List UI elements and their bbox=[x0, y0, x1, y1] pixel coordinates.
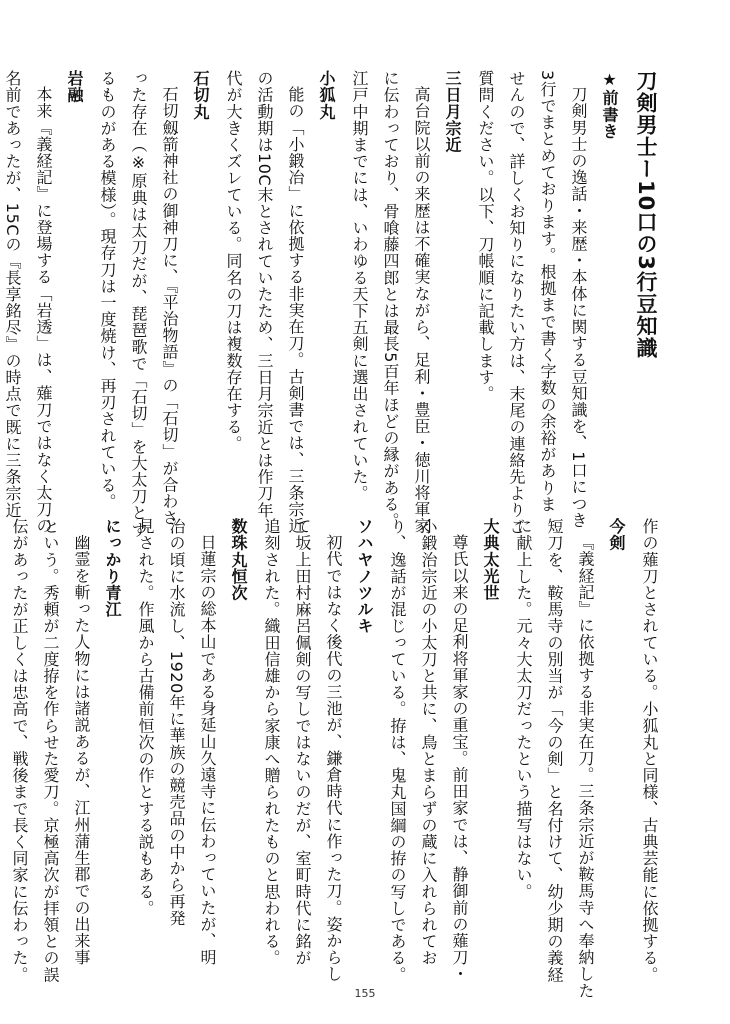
text-column: 小鍛治宗近の小太刀と共に、鳥とまらずの蔵に入れられてお bbox=[419, 518, 438, 967]
text-column: 質問ください。以下、刀帳順に記載します。 bbox=[476, 70, 495, 402]
text-column: 初代ではなく後代の三池が、鎌倉時代に作った刀。姿からし bbox=[324, 534, 343, 983]
text-column: 名前であったが、15Cの『長享銘尽』の時点で既に三条宗近 bbox=[3, 70, 22, 519]
text-column: 江戸中期までには、いわゆる天下五剣に選出されていた。 bbox=[350, 70, 369, 502]
article-title: 刀剣男士ー10口の3行豆知識 bbox=[634, 70, 658, 359]
text-column: 見された。作風から古備前恒次の作とする説もある。 bbox=[136, 518, 155, 917]
text-column: った存在（※原典は太刀だが、琵琶歌で「石切」を大太刀とす bbox=[129, 70, 148, 538]
text-column: 作の薙刀とされている。小狐丸と同様、古典芸能に依拠する。 bbox=[640, 518, 659, 983]
text-column: 幽霊を斬った人物には諸説あるが、江州蒲生郡での出来事 bbox=[72, 534, 91, 966]
text-column: 石切劔箭神社の御神刀に、『平治物語』の「石切」が合わさ bbox=[160, 86, 179, 527]
page-number: 155 bbox=[354, 987, 376, 1000]
section-heading: ★前書き bbox=[600, 70, 619, 140]
section-heading: 石切丸 bbox=[191, 70, 210, 120]
text-column: という。秀頼が二度拵を作らせた愛刀。京極高次が拝領との誤 bbox=[41, 518, 60, 983]
text-column: 刀剣男士の逸話・来歴・本体に関する豆知識を、1口につき bbox=[569, 86, 588, 529]
text-column: 治の頃に水流し、1920年に華族の競売品の中から再発 bbox=[167, 518, 186, 927]
text-column: り、逸話が混じっている。拵は、鬼丸国綱の拵の写しである。 bbox=[388, 518, 407, 983]
section-heading: ソハヤノツルキ bbox=[355, 518, 374, 635]
text-column: 能の「小鍛冶」に依拠する非実在刀。古剣書では、三条宗近 bbox=[286, 86, 305, 535]
section-heading: にっかり青江 bbox=[103, 518, 122, 618]
text-column: 伝があったが正しくは忠高で、戦後まで長く同家に伝わった。 bbox=[10, 518, 29, 983]
text-column: 本来『義経記』に登場する「岩透」は、薙刀ではなく太刀の bbox=[34, 86, 53, 535]
text-column: て坂上田村麻呂佩剣の写しではないのだが、室町時代に銘が bbox=[293, 518, 312, 967]
text-column: 高台院以前の来歴は不確実ながら、足利・豊臣・徳川将軍家 bbox=[412, 86, 431, 535]
text-column: 尊氏以来の足利将軍家の重宝。前田家では、静御前の薙刀・ bbox=[450, 534, 469, 983]
text-column: 追刻された。織田信雄から家康へ贈られたものと思われる。 bbox=[262, 518, 281, 967]
section-heading: 三日月宗近 bbox=[443, 70, 462, 153]
text-column: 代が大きくズレている。同名の刀は複数存在する。 bbox=[224, 70, 243, 452]
text-column: せんので、詳しくお知りになりたい方は、末尾の連絡先よりご bbox=[507, 70, 526, 535]
text-column: に献上した。元々大太刀だったという描写はない。 bbox=[514, 518, 533, 900]
section-heading: 今剣 bbox=[607, 518, 626, 552]
text-column: 『義経記』に依拠する非実在刀。三条宗近が鞍馬寺へ奉納した bbox=[576, 534, 595, 999]
text-column: に伝わっており、骨喰藤四郎とは最長5百年ほどの縁がある。 bbox=[381, 70, 400, 529]
text-column: 短刀を、鞍馬寺の別当が「今の剣」と名付けて、幼少期の義経 bbox=[545, 518, 564, 983]
section-heading: 小狐丸 bbox=[317, 70, 336, 120]
text-column: 3行でまとめております。根拠まで書く字数の余裕がありま bbox=[538, 70, 557, 513]
section-heading bbox=[0, 518, 1, 938]
section-heading: 岩融 bbox=[65, 70, 84, 104]
section-heading: 数珠丸恒次 bbox=[229, 518, 248, 601]
text-column: の活動期は10C末とされていたため、三日月宗近とは作刀年 bbox=[255, 70, 274, 519]
text-column: るものがある模様）。現存刀は一度焼け、再刃されている。 bbox=[98, 70, 117, 511]
section-heading: 大典太光世 bbox=[481, 518, 500, 601]
text-column: 日蓮宗の総本山である身延山久遠寺に伝わっていたが、明 bbox=[198, 534, 217, 966]
